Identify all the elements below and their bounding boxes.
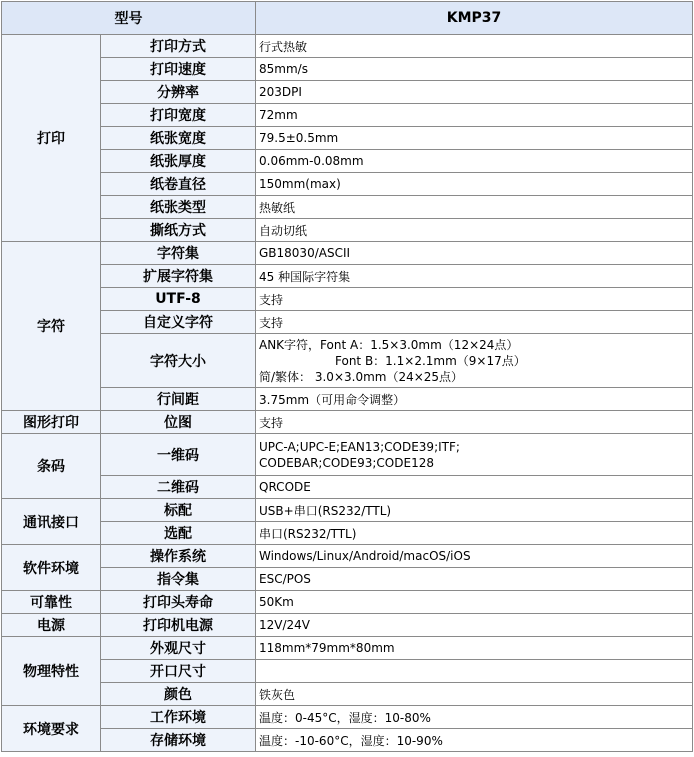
spec-value: 72mm bbox=[256, 104, 693, 127]
category-chars: 字符 bbox=[2, 242, 101, 411]
table-row bbox=[2, 706, 693, 729]
spec-value: QRCODE bbox=[256, 476, 693, 499]
spec-value: 50Km bbox=[256, 591, 693, 614]
table-row bbox=[2, 35, 693, 58]
spec-value: 温度：-10-60°C，湿度：10-90% bbox=[256, 729, 693, 752]
table-row bbox=[2, 334, 693, 388]
table-header-row bbox=[2, 2, 693, 35]
spec-key: 开口尺寸 bbox=[101, 660, 256, 683]
spec-key: 撕纸方式 bbox=[101, 219, 256, 242]
spec-value: 45 种国际字符集 bbox=[256, 265, 693, 288]
table-row bbox=[2, 568, 693, 591]
category-software: 软件环境 bbox=[2, 545, 101, 591]
spec-value: 支持 bbox=[256, 411, 693, 434]
spec-value bbox=[256, 660, 693, 683]
spec-key: UTF-8 bbox=[101, 288, 256, 311]
spec-key: 标配 bbox=[101, 499, 256, 522]
table-row bbox=[2, 522, 693, 545]
spec-key: 打印速度 bbox=[101, 58, 256, 81]
table-row bbox=[2, 476, 693, 499]
table-row bbox=[2, 81, 693, 104]
category-environment: 环境要求 bbox=[2, 706, 101, 752]
spec-value-multiline bbox=[256, 434, 693, 476]
spec-key: 颜色 bbox=[101, 683, 256, 706]
spec-key: 打印宽度 bbox=[101, 104, 256, 127]
table-row bbox=[2, 683, 693, 706]
category-physical: 物理特性 bbox=[2, 637, 101, 706]
table-row bbox=[2, 265, 693, 288]
value-line: ANK字符，Font A：1.5×3.0mm（12×24点） bbox=[259, 337, 519, 352]
spec-value: 支持 bbox=[256, 311, 693, 334]
model-label: 型号 bbox=[2, 2, 256, 35]
category-barcode: 条码 bbox=[2, 434, 101, 499]
spec-key: 纸张类型 bbox=[101, 196, 256, 219]
spec-key: 纸张宽度 bbox=[101, 127, 256, 150]
table-row bbox=[2, 242, 693, 265]
table-row bbox=[2, 58, 693, 81]
spec-key: 位图 bbox=[101, 411, 256, 434]
table-row bbox=[2, 311, 693, 334]
spec-value: 温度：0-45°C，湿度：10-80% bbox=[256, 706, 693, 729]
spec-value: 行式热敏 bbox=[256, 35, 693, 58]
category-print: 打印 bbox=[2, 35, 101, 242]
table-row bbox=[2, 614, 693, 637]
spec-key: 行间距 bbox=[101, 388, 256, 411]
spec-value: 203DPI bbox=[256, 81, 693, 104]
model-value: KMP37 bbox=[256, 2, 693, 35]
spec-value: 热敏纸 bbox=[256, 196, 693, 219]
table-row bbox=[2, 196, 693, 219]
table-row bbox=[2, 288, 693, 311]
table-row bbox=[2, 104, 693, 127]
spec-value: 0.06mm-0.08mm bbox=[256, 150, 693, 173]
spec-value: 串口(RS232/TTL) bbox=[256, 522, 693, 545]
spec-value: 150mm(max) bbox=[256, 173, 693, 196]
table-row bbox=[2, 388, 693, 411]
spec-key: 纸张厚度 bbox=[101, 150, 256, 173]
table-row bbox=[2, 499, 693, 522]
spec-key: 分辨率 bbox=[101, 81, 256, 104]
spec-value: 118mm*79mm*80mm bbox=[256, 637, 693, 660]
spec-key: 打印头寿命 bbox=[101, 591, 256, 614]
category-power: 电源 bbox=[2, 614, 101, 637]
spec-key: 外观尺寸 bbox=[101, 637, 256, 660]
table-row bbox=[2, 150, 693, 173]
spec-value-multiline bbox=[256, 334, 693, 388]
spec-value: 12V/24V bbox=[256, 614, 693, 637]
table-row bbox=[2, 660, 693, 683]
table-row bbox=[2, 729, 693, 752]
spec-key: 二维码 bbox=[101, 476, 256, 499]
spec-value: GB18030/ASCII bbox=[256, 242, 693, 265]
spec-value: USB+串口(RS232/TTL) bbox=[256, 499, 693, 522]
spec-key: 打印机电源 bbox=[101, 614, 256, 637]
spec-value: 支持 bbox=[256, 288, 693, 311]
spec-value: Windows/Linux/Android/macOS/iOS bbox=[256, 545, 693, 568]
spec-value: 85mm/s bbox=[256, 58, 693, 81]
table-row bbox=[2, 173, 693, 196]
spec-value: 铁灰色 bbox=[256, 683, 693, 706]
table-row bbox=[2, 411, 693, 434]
spec-key: 扩展字符集 bbox=[101, 265, 256, 288]
spec-key: 字符集 bbox=[101, 242, 256, 265]
spec-key: 打印方式 bbox=[101, 35, 256, 58]
table-row bbox=[2, 219, 693, 242]
table-row bbox=[2, 591, 693, 614]
category-interface: 通讯接口 bbox=[2, 499, 101, 545]
spec-key: 工作环境 bbox=[101, 706, 256, 729]
spec-key: 操作系统 bbox=[101, 545, 256, 568]
spec-value: ESC/POS bbox=[256, 568, 693, 591]
spec-key: 存储环境 bbox=[101, 729, 256, 752]
value-line: CODEBAR;CODE93;CODE128 bbox=[259, 455, 434, 470]
table-row bbox=[2, 127, 693, 150]
spec-value: 79.5±0.5mm bbox=[256, 127, 693, 150]
spec-key: 字符大小 bbox=[101, 334, 256, 388]
value-line: UPC-A;UPC-E;EAN13;CODE39;ITF; bbox=[259, 439, 460, 454]
category-graphics: 图形打印 bbox=[2, 411, 101, 434]
spec-key: 指令集 bbox=[101, 568, 256, 591]
table-row bbox=[2, 434, 693, 476]
spec-value: 自动切纸 bbox=[256, 219, 693, 242]
spec-table bbox=[1, 1, 693, 752]
category-reliability: 可靠性 bbox=[2, 591, 101, 614]
spec-key: 选配 bbox=[101, 522, 256, 545]
table-row bbox=[2, 545, 693, 568]
spec-key: 一维码 bbox=[101, 434, 256, 476]
value-line: 简/繁体： 3.0×3.0mm（24×25点） bbox=[259, 369, 464, 384]
spec-value: 3.75mm（可用命令调整） bbox=[256, 388, 693, 411]
value-line: Font B：1.1×2.1mm（9×17点） bbox=[335, 353, 526, 368]
spec-key: 自定义字符 bbox=[101, 311, 256, 334]
table-row bbox=[2, 637, 693, 660]
spec-key: 纸卷直径 bbox=[101, 173, 256, 196]
